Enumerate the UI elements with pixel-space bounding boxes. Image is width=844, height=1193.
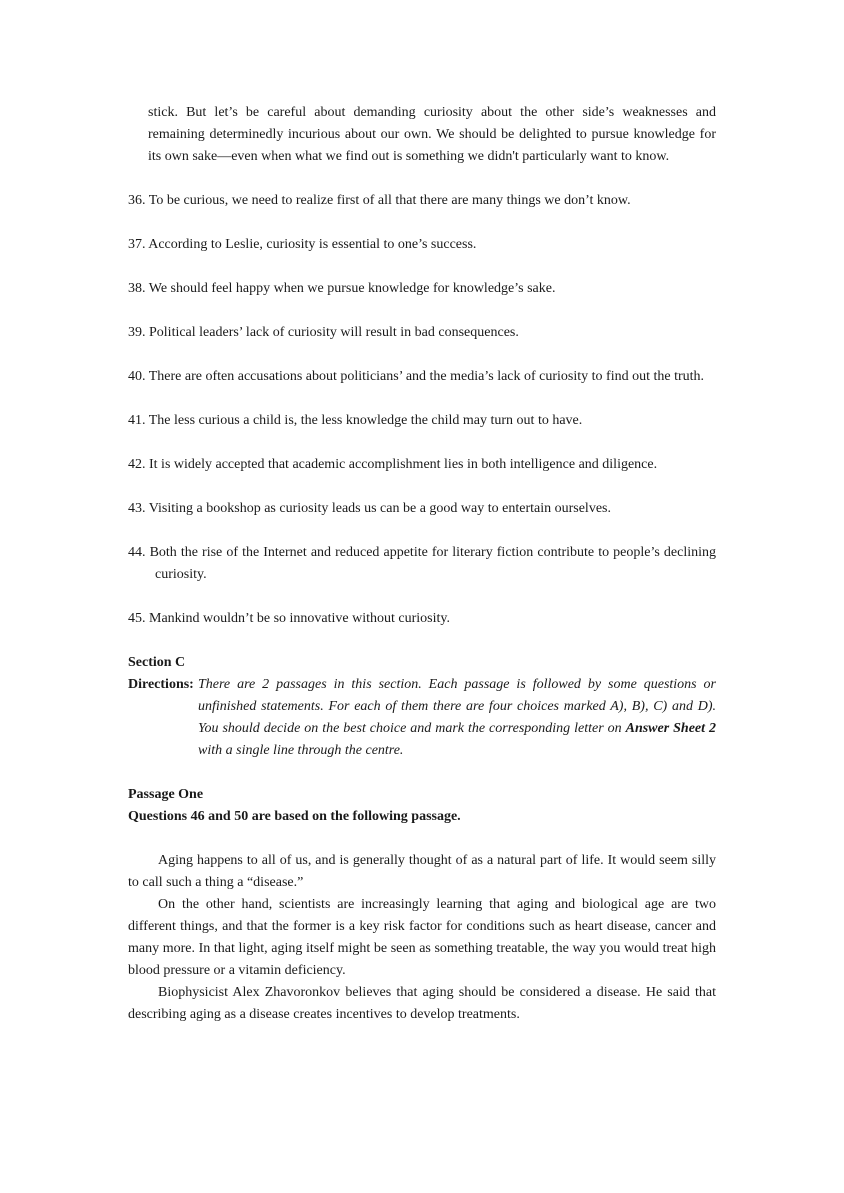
passage-paragraph: Aging happens to all of us, and is generally thought of as a natural part of life. It would seem silly to call such a thing a “disease.” [128,853,716,890]
statement-list [128,190,716,630]
statement-item: 40. There are often accusations about politicians’ and the media’s lack of curiosity to find out the truth. [128,369,705,384]
statement-item: 45. Mankind wouldn’t be so innovative without curiosity. [128,611,450,626]
statement-item: 43. Visiting a bookshop as curiosity leads us can be a good way to entertain ourselves. [128,501,611,516]
directions-text: There are 2 passages in this section. Each passage is followed by some questions or unfinished statements. For each of them there are four choices marked A), B), C) and D). You should decide on the best choice and mark the corresponding letter on Answer Sheet 2 with a single line through the centre. [198,677,716,758]
passage-one-body [128,850,716,1026]
passage-one-subtitle: Questions 46 and 50 are based on the following passage. [128,809,461,824]
answer-sheet-label: Answer Sheet 2 [625,721,716,736]
directions-label: Directions: [128,677,194,692]
statement-item: 44. Both the rise of the Internet and reduced appetite for literary fiction contribute to people’s declining curiosity. [128,545,716,582]
statement-item: 42. It is widely accepted that academic accomplishment lies in both intelligence and diligence. [128,457,658,472]
passage-one-title: Passage One [128,787,204,802]
statement-item: 39. Political leaders’ lack of curiosity will result in bad consequences. [128,325,519,340]
statement-item: 38. We should feel happy when we pursue knowledge for knowledge’s sake. [128,281,556,296]
intro-paragraph: stick. But let’s be careful about demanding curiosity about the other side’s weaknesses and remaining determinedly incurious about our own. We should be delighted to pursue knowledge for its own sake—even when what we find out is something we didn't particularly want to know. [148,105,716,164]
passage-paragraph: Biophysicist Alex Zhavoronkov believes that aging should be considered a disease. He said that describing aging as a disease creates incentives to develop treatments. [128,985,716,1022]
statement-item: 36. To be curious, we need to realize first of all that there are many things we don’t know. [128,193,631,208]
statement-item: 37. According to Leslie, curiosity is essential to one’s success. [128,237,477,252]
document-page [128,102,716,1026]
directions-block [128,674,716,762]
passage-paragraph: On the other hand, scientists are increasingly learning that aging and biological age are two different things, and that the former is a key risk factor for conditions such as heart disease, cancer and many more. In that light, aging itself might be seen as something treatable, the way you would treat high blood pressure or a vitamin deficiency. [128,897,716,978]
section-c-title: Section C [128,655,186,670]
statement-item: 41. The less curious a child is, the less knowledge the child may turn out to have. [128,413,583,428]
